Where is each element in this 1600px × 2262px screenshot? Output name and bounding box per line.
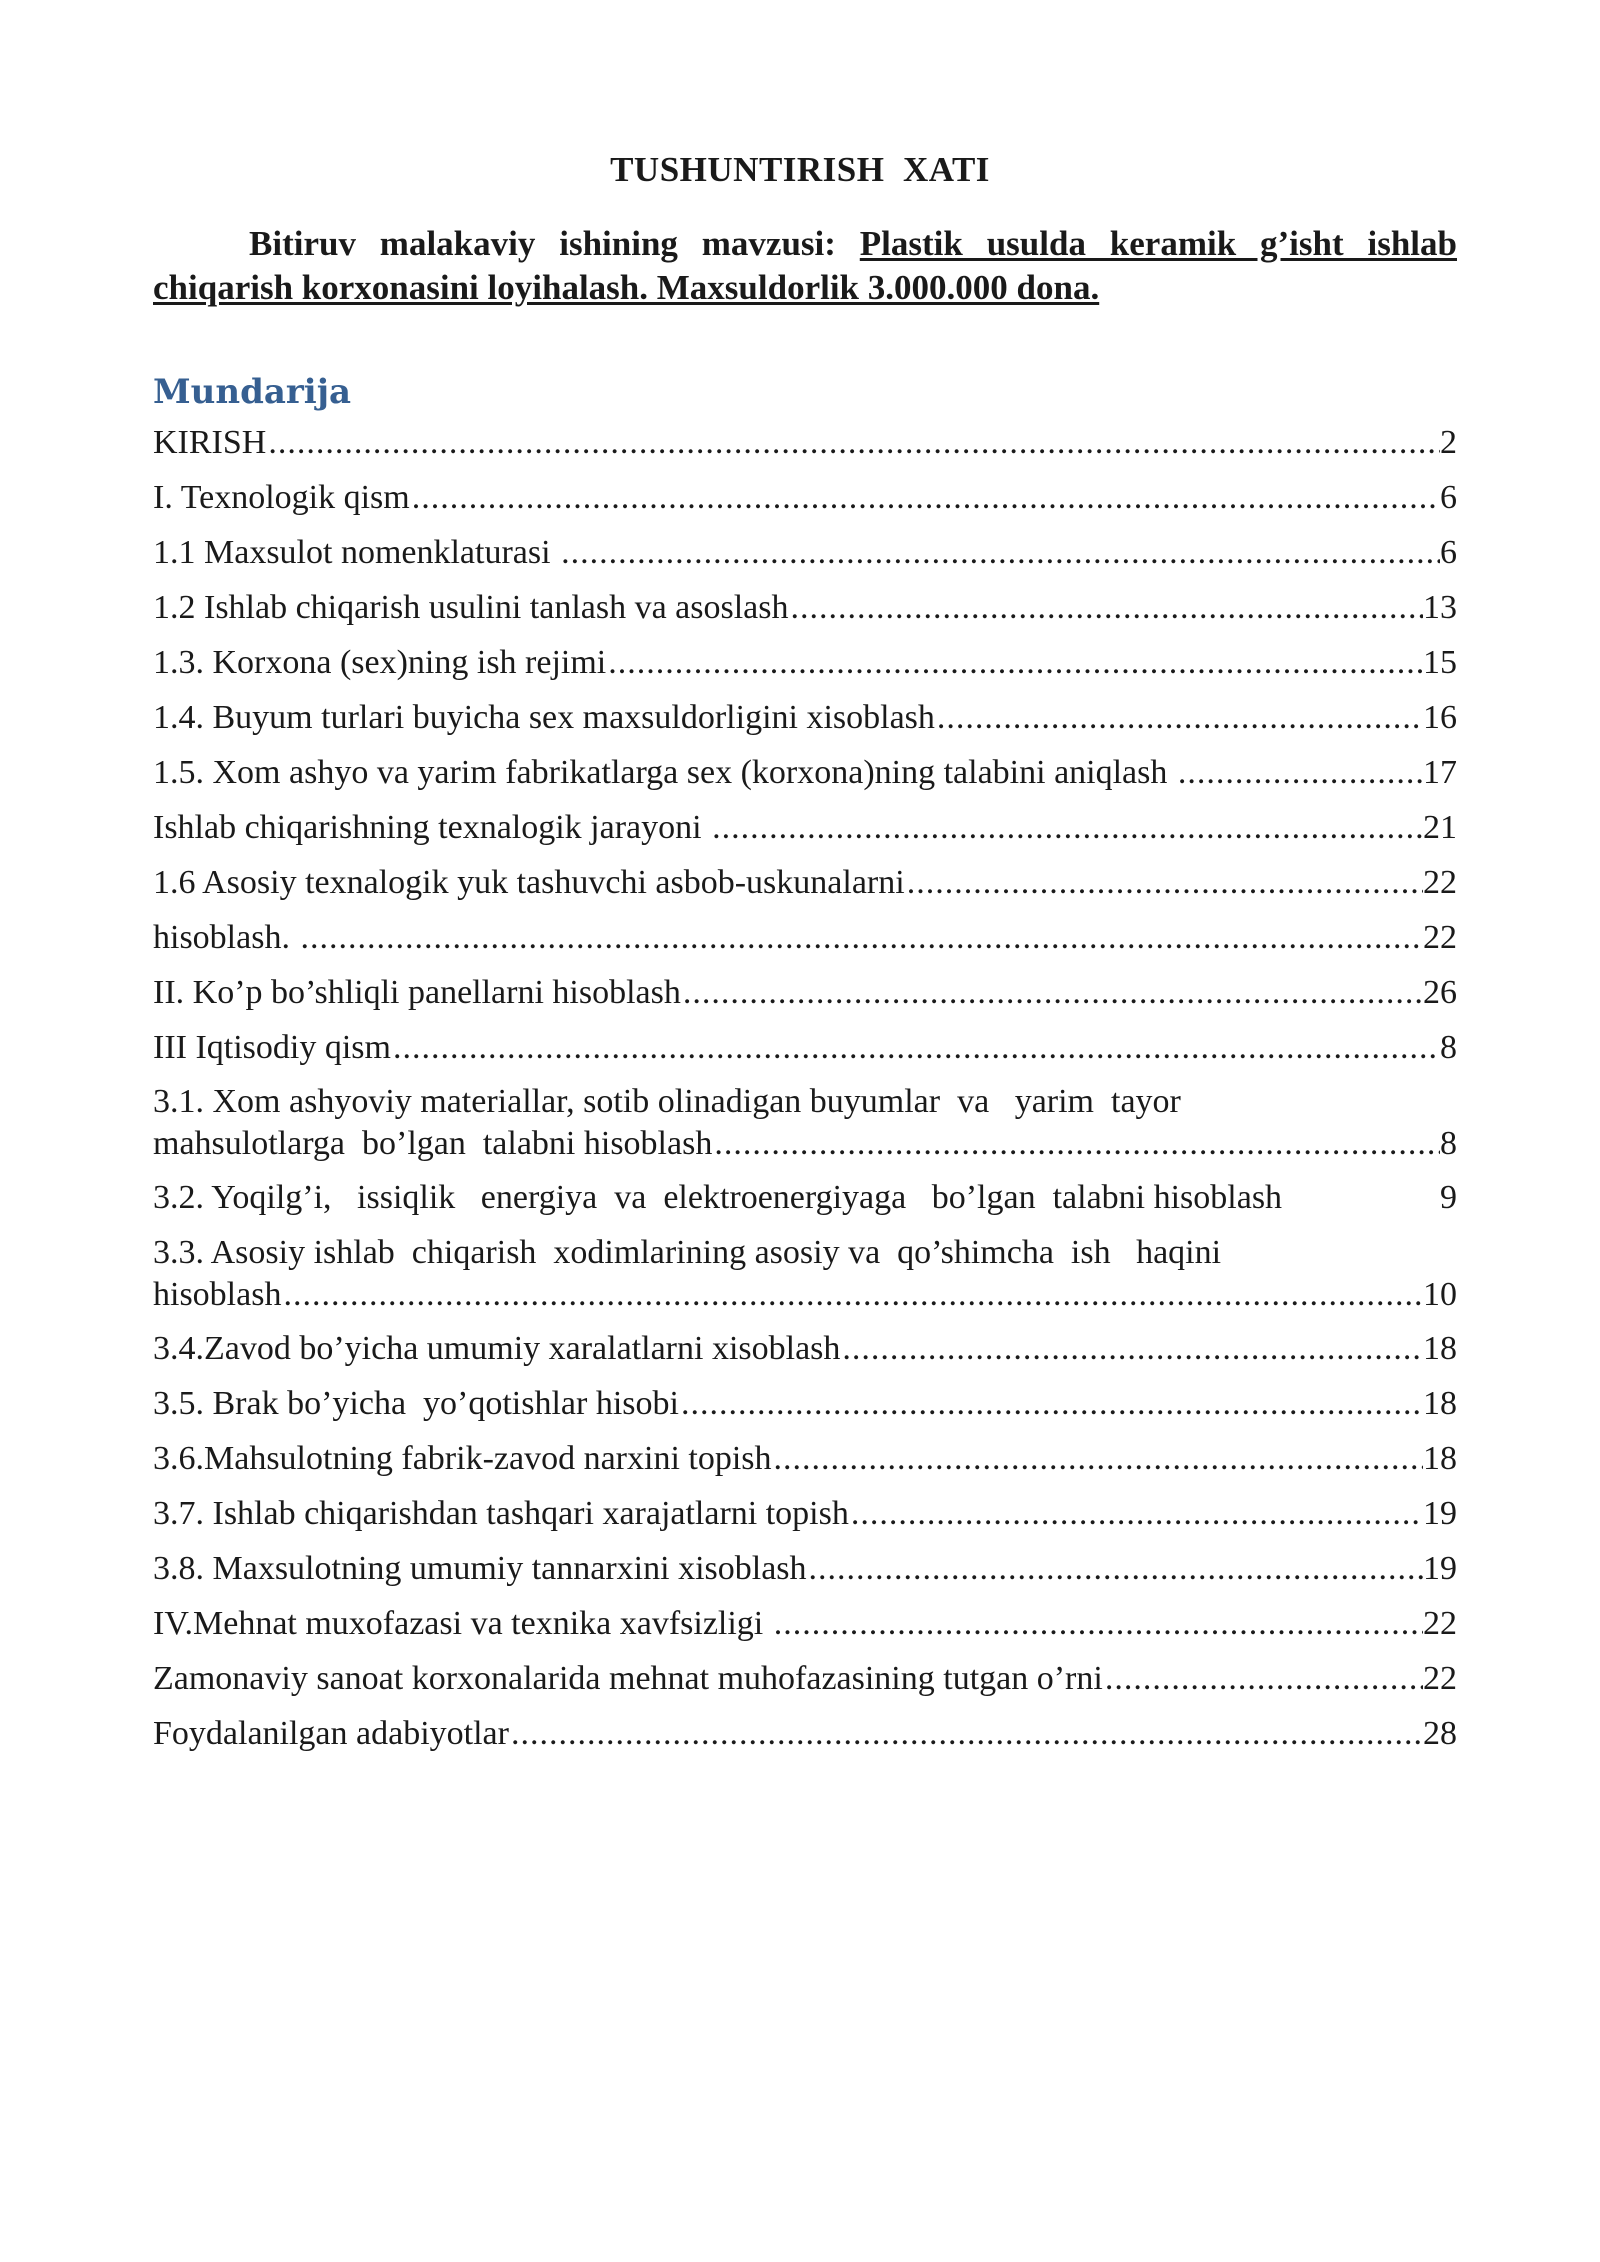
- toc-dot-leader: [681, 972, 1423, 1014]
- toc-entry[interactable]: [153, 1328, 1457, 1370]
- toc-page-number: 10: [1423, 1276, 1457, 1313]
- toc-page-number: 6: [1440, 479, 1457, 516]
- toc-entry-title: 1.3. Korxona (sex)ning ish rejimi: [153, 644, 607, 681]
- toc-entry[interactable]: [153, 697, 1457, 739]
- toc-entry-title-line1: 3.3. Asosiy ishlab chiqarish xodimlarining asosiy va qo’shimcha ish haqini: [153, 1234, 1222, 1271]
- toc-page-number: 22: [1423, 864, 1457, 901]
- toc-entry[interactable]: [153, 1493, 1457, 1535]
- toc-dot-leader: [509, 1713, 1423, 1755]
- toc-entry-title: 3.2. Yoqilg’i, issiqlik energiya va elektroenergiyaga bo’lgan talabni hisoblash: [153, 1179, 1283, 1216]
- toc-dot-leader: [410, 477, 1440, 519]
- toc-dot-leader: [849, 1493, 1423, 1535]
- toc-entry-title: 3.7. Ishlab chiqarishdan tashqari xarajatlarni topish: [153, 1495, 849, 1532]
- topic-label: Bitiruv malakaviy ishining mavzusi:: [249, 224, 860, 263]
- toc-entry-title: KIRISH: [153, 424, 267, 461]
- topic-text: Plastik usulda keramik g’isht ishlab chiqarish korxonasini loyihalash. Maxsuldorlik 3.000.000 dona.: [153, 224, 1457, 307]
- toc-entry[interactable]: [153, 752, 1457, 794]
- toc-entry-title: 1.6 Asosiy texnalogik yuk tashuvchi asbob-uskunalarni: [153, 864, 905, 901]
- toc-dot-leader: [281, 1274, 1423, 1316]
- toc-page-number: 15: [1423, 644, 1457, 681]
- toc-page-number: 22: [1423, 1660, 1457, 1697]
- toc-entry-title: 1.5. Xom ashyo va yarim fabrikatlarga sex (korxona)ning talabini aniqlash: [153, 754, 1176, 791]
- toc-page-number: 21: [1423, 809, 1457, 846]
- toc-entry-title: hisoblash.: [153, 919, 299, 956]
- toc-page-number: 18: [1423, 1385, 1457, 1422]
- toc-entry[interactable]: [153, 1438, 1457, 1480]
- toc-entry-title: Ishlab chiqarishning texnalogik jarayoni: [153, 809, 711, 846]
- toc-dot-leader: [772, 1603, 1423, 1645]
- toc-dot-leader: [935, 697, 1423, 739]
- document-title: TUSHUNTIRISH XATI: [610, 150, 990, 189]
- toc-entry[interactable]: [153, 807, 1457, 849]
- toc-dot-leader: [712, 1123, 1440, 1165]
- toc-entry-title: I. Texnologik qism: [153, 479, 410, 516]
- toc-entry[interactable]: [153, 1603, 1457, 1645]
- thesis-topic: [153, 222, 1457, 310]
- toc-entry-title: 3.6.Mahsulotning fabrik-zavod narxini topish: [153, 1440, 772, 1477]
- toc-entry-title: Foydalanilgan adabiyotlar: [153, 1715, 509, 1752]
- toc-dot-leader: [710, 807, 1423, 849]
- toc-page-number: 22: [1423, 919, 1457, 956]
- toc-page-number: 2: [1440, 424, 1457, 461]
- toc-entry-title: mahsulotlarga bo’lgan talabni hisoblash: [153, 1125, 713, 1162]
- toc-page-number: 8: [1440, 1029, 1457, 1066]
- toc-entry[interactable]: [153, 587, 1457, 629]
- toc-page-number: 19: [1423, 1495, 1457, 1532]
- toc-entry-title: 3.8. Maxsulotning umumiy tannarxini xisoblash: [153, 1550, 807, 1587]
- toc-dot-leader: [606, 642, 1423, 684]
- toc-dot-leader: [789, 587, 1423, 629]
- toc-entry[interactable]: [153, 862, 1457, 904]
- toc-dot-leader: [840, 1328, 1423, 1370]
- toc-page-number: 9: [1440, 1179, 1457, 1216]
- toc-dot-leader: [298, 917, 1423, 959]
- toc-entry-title: 1.4. Buyum turlari buyicha sex maxsuldorligini xisoblash: [153, 699, 935, 736]
- toc-page-number: 17: [1423, 754, 1457, 791]
- toc-entry[interactable]: [153, 1177, 1457, 1219]
- toc-entry-title: IV.Mehnat muxofazasi va texnika xavfsizligi: [153, 1605, 772, 1642]
- toc-entry[interactable]: [153, 532, 1457, 574]
- toc-dot-leader: [772, 1438, 1423, 1480]
- toc-page-number: 6: [1440, 534, 1457, 571]
- toc-entry[interactable]: [153, 1232, 1457, 1316]
- toc-page-number: 18: [1423, 1330, 1457, 1367]
- toc-dot-leader: [266, 422, 1440, 464]
- toc-dot-leader: [559, 532, 1440, 574]
- toc-entry-title: 1.1 Maxsulot nomenklaturasi: [153, 534, 560, 571]
- toc-dot-leader: [1103, 1658, 1423, 1700]
- toc-entry-title: 1.2 Ishlab chiqarish usulini tanlash va asoslash: [153, 589, 789, 626]
- toc-entry[interactable]: [153, 1027, 1457, 1069]
- toc-entry-title: II. Ko’p bo’shliqli panellarni hisoblash: [153, 974, 681, 1011]
- toc-dot-leader: [1176, 752, 1423, 794]
- toc-entry[interactable]: [153, 1658, 1457, 1700]
- toc-entry[interactable]: [153, 917, 1457, 959]
- toc-heading: Mundarija: [153, 372, 352, 412]
- toc-entry-title: 3.5. Brak bo’yicha yo’qotishlar hisobi: [153, 1385, 679, 1422]
- toc-entry[interactable]: [153, 972, 1457, 1014]
- toc-dot-leader: [905, 862, 1423, 904]
- toc-entry-title: hisoblash: [153, 1276, 282, 1313]
- toc-page-number: 22: [1423, 1605, 1457, 1642]
- toc-entry[interactable]: [153, 1383, 1457, 1425]
- toc-dot-leader: [807, 1548, 1423, 1590]
- toc-page-number: 28: [1423, 1715, 1457, 1752]
- toc-entry[interactable]: [153, 642, 1457, 684]
- toc-entry-title: 3.4.Zavod bo’yicha umumiy xaralatlarni xisoblash: [153, 1330, 841, 1367]
- toc-dot-leader: [679, 1383, 1423, 1425]
- toc-page-number: 16: [1423, 699, 1457, 736]
- toc-page-number: 19: [1423, 1550, 1457, 1587]
- toc-page-number: 18: [1423, 1440, 1457, 1477]
- toc-entry[interactable]: [153, 477, 1457, 519]
- toc-page-number: 26: [1423, 974, 1457, 1011]
- toc-entry-title: Zamonaviy sanoat korxonalarida mehnat muhofazasining tutgan o’rni: [153, 1660, 1103, 1697]
- toc-dot-leader: [391, 1027, 1440, 1069]
- toc-entry[interactable]: [153, 1081, 1457, 1165]
- toc-entry[interactable]: [153, 1713, 1457, 1755]
- toc-page-number: 13: [1423, 589, 1457, 626]
- toc-entry-title: III Iqtisodiy qism: [153, 1029, 391, 1066]
- toc-entry[interactable]: [153, 422, 1457, 464]
- toc-entry-title-line1: 3.1. Xom ashyoviy materiallar, sotib olinadigan buyumlar va yarim tayor: [153, 1083, 1181, 1120]
- toc-entry[interactable]: [153, 1548, 1457, 1590]
- toc-page-number: 8: [1440, 1125, 1457, 1162]
